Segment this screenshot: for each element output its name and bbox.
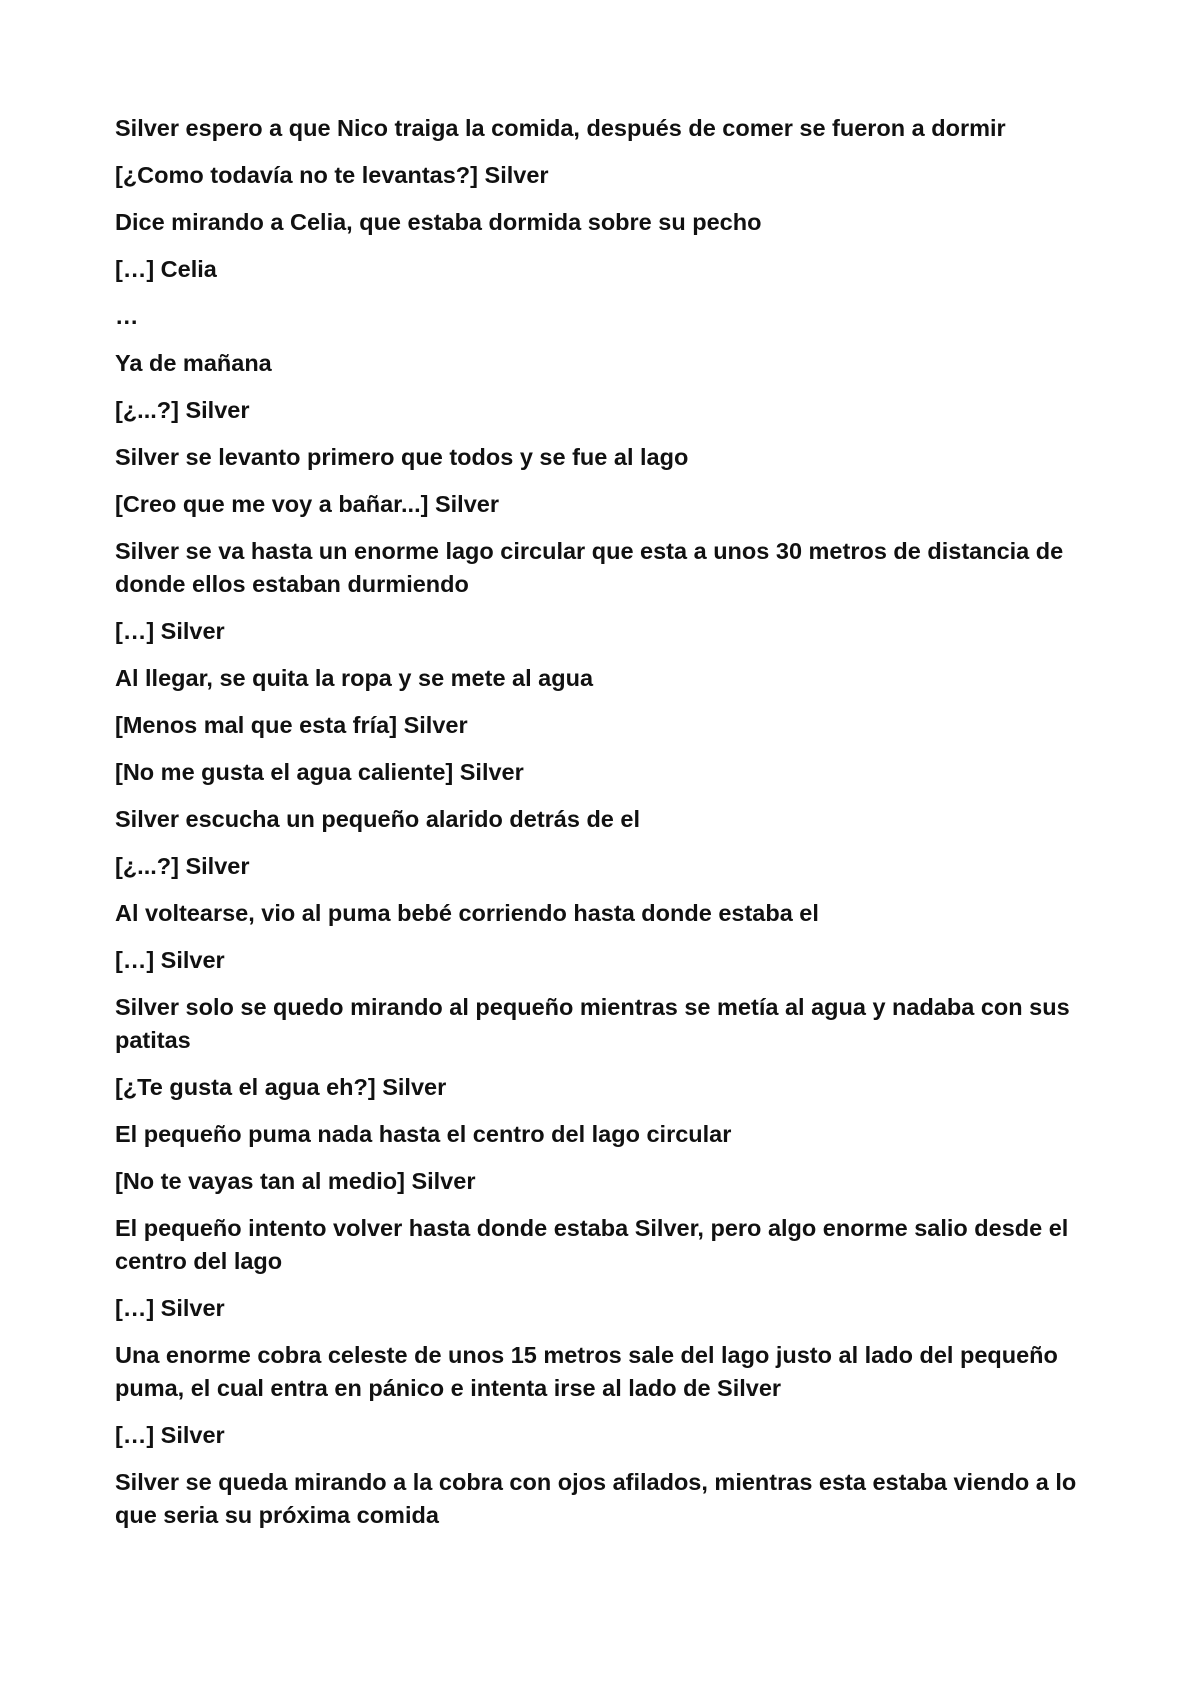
paragraph-18: […] Silver: [115, 947, 225, 973]
paragraph-4: […] Celia: [115, 256, 217, 282]
document-page: [115, 112, 1085, 1546]
paragraph-19: Silver solo se quedo mirando al pequeño mientras se metía al agua y nadaba con sus patitas: [115, 994, 1070, 1053]
paragraph-5: …: [115, 303, 139, 329]
paragraph-15: Silver escucha un pequeño alarido detrás de el: [115, 806, 641, 832]
paragraph-25: Una enorme cobra celeste de unos 15 metros sale del lago justo al lado del pequeño puma, el cual entra en pánico e intenta irse al lado de Silver: [115, 1342, 1058, 1401]
paragraph-17: Al voltearse, vio al puma bebé corriendo hasta donde estaba el: [115, 900, 819, 926]
paragraph-23: El pequeño intento volver hasta donde estaba Silver, pero algo enorme salio desde el centro del lago: [115, 1215, 1069, 1274]
paragraph-27: Silver se queda mirando a la cobra con ojos afilados, mientras esta estaba viendo a lo que seria su próxima comida: [115, 1469, 1077, 1528]
paragraph-16: [¿...?] Silver: [115, 853, 250, 879]
paragraph-22: [No te vayas tan al medio] Silver: [115, 1168, 476, 1194]
paragraph-13: [Menos mal que esta fría] Silver: [115, 712, 468, 738]
paragraph-8: Silver se levanto primero que todos y se fue al lago: [115, 444, 689, 470]
paragraph-11: […] Silver: [115, 618, 225, 644]
paragraph-21: El pequeño puma nada hasta el centro del lago circular: [115, 1121, 732, 1147]
paragraph-3: Dice mirando a Celia, que estaba dormida sobre su pecho: [115, 209, 762, 235]
paragraph-2: [¿Como todavía no te levantas?] Silver: [115, 162, 549, 188]
paragraph-26: […] Silver: [115, 1422, 225, 1448]
paragraph-10: Silver se va hasta un enorme lago circular que esta a unos 30 metros de distancia de donde ellos estaban durmiendo: [115, 538, 1064, 597]
paragraph-9: [Creo que me voy a bañar...] Silver: [115, 491, 499, 517]
paragraph-20: [¿Te gusta el agua eh?] Silver: [115, 1074, 447, 1100]
paragraph-1: Silver espero a que Nico traiga la comida, después de comer se fueron a dormir: [115, 115, 1006, 141]
paragraph-14: [No me gusta el agua caliente] Silver: [115, 759, 524, 785]
paragraph-12: Al llegar, se quita la ropa y se mete al agua: [115, 665, 594, 691]
paragraph-24: […] Silver: [115, 1295, 225, 1321]
paragraph-6: Ya de mañana: [115, 350, 272, 376]
paragraph-7: [¿...?] Silver: [115, 397, 250, 423]
